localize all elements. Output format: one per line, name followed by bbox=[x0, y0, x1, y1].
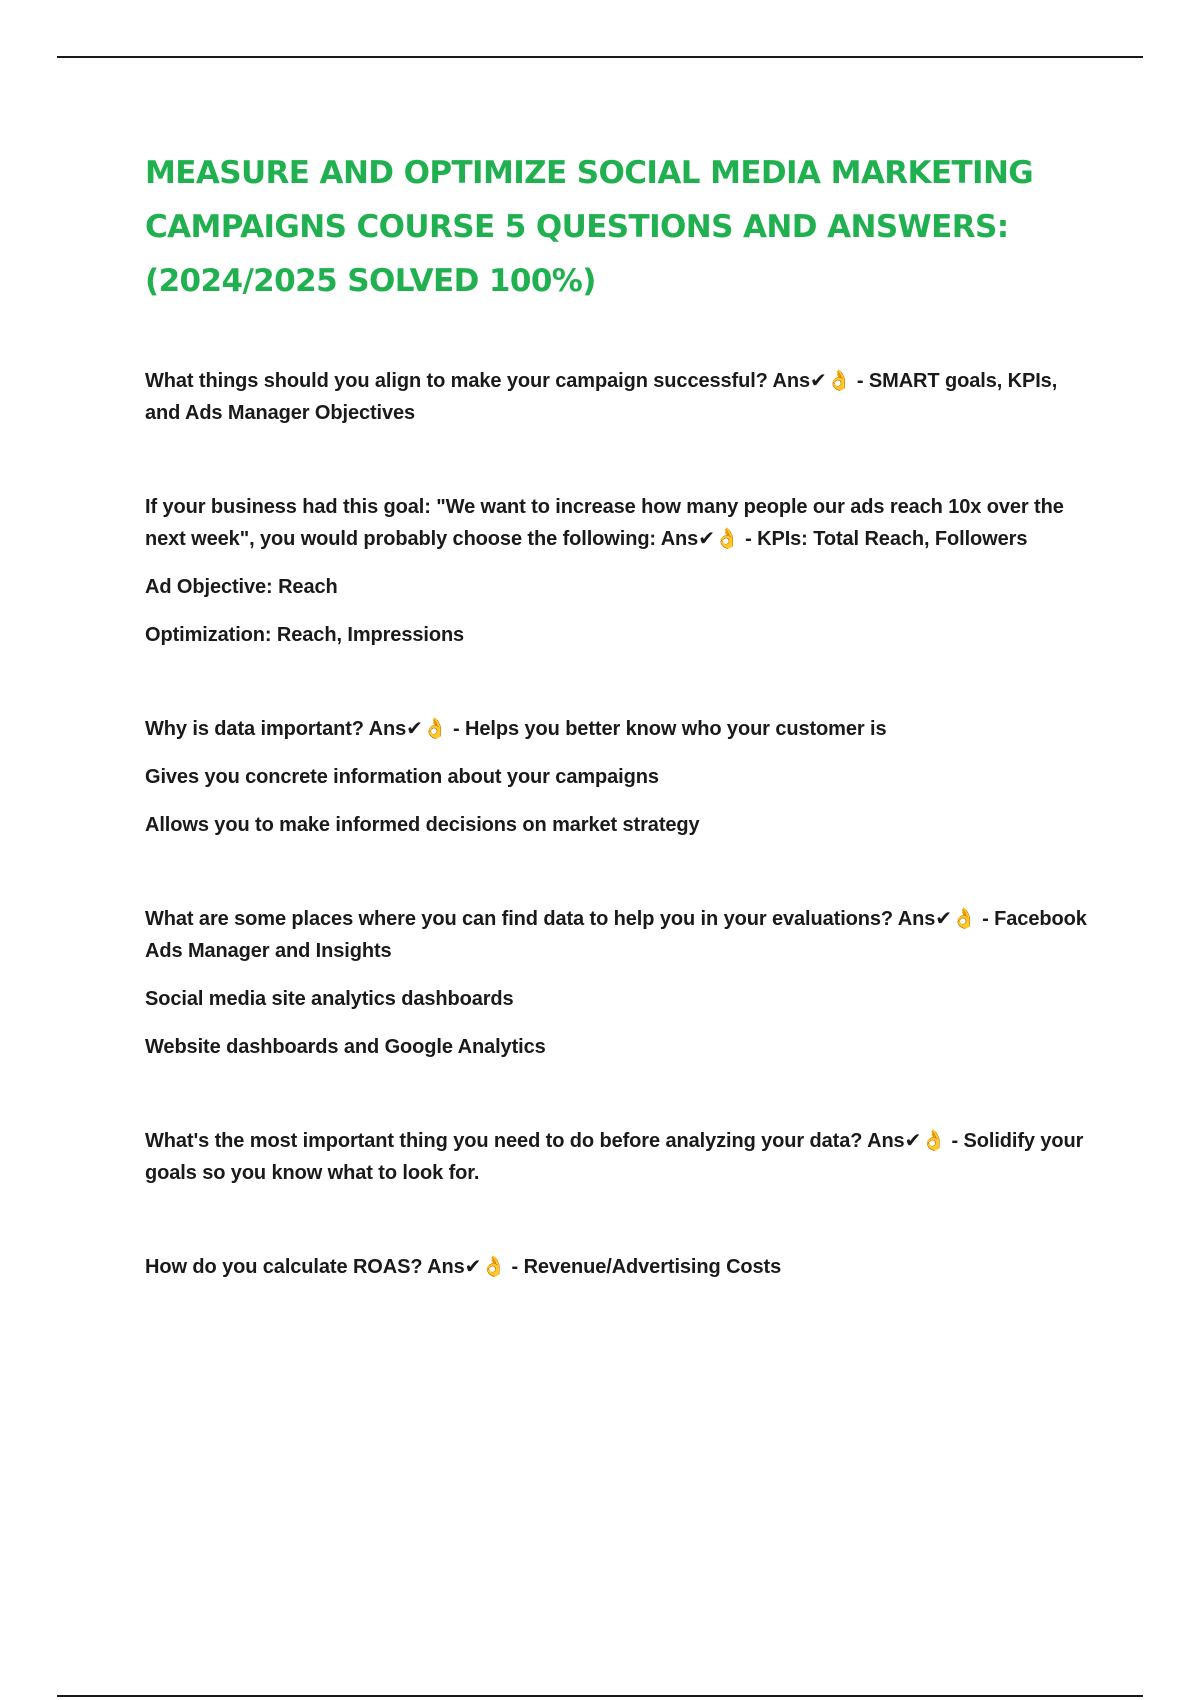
qa-paragraph: Why is data important? Ans✔👌 - Helps you better know who your customer is bbox=[145, 718, 887, 740]
qa-paragraph: What things should you align to make your campaign successful? Ans✔👌 - SMART goals, KPIs, and Ads Manager Objectives bbox=[145, 370, 1058, 424]
qa-paragraph: What's the most important thing you need to do before analyzing your data? Ans✔👌 - Solidify your goals so you know what to look for. bbox=[145, 1130, 1084, 1184]
qa-item bbox=[145, 1251, 1090, 1283]
document-body bbox=[145, 146, 1090, 1345]
footer-rule bbox=[57, 1695, 1143, 1697]
title-line: MEASURE AND OPTIMIZE SOCIAL MEDIA MARKETING bbox=[145, 155, 1034, 191]
qa-paragraph: What are some places where you can find data to help you in your evaluations? Ans✔👌 - Facebook Ads Manager and Insights bbox=[145, 908, 1087, 962]
header-rule bbox=[57, 56, 1143, 58]
document-title bbox=[145, 146, 1090, 308]
qa-item bbox=[145, 903, 1090, 1063]
qa-paragraph: Ad Objective: Reach bbox=[145, 576, 338, 598]
qa-paragraph: Website dashboards and Google Analytics bbox=[145, 1036, 546, 1058]
title-line: CAMPAIGNS COURSE 5 QUESTIONS AND ANSWERS: bbox=[145, 209, 1009, 245]
qa-paragraph: Gives you concrete information about your campaigns bbox=[145, 766, 659, 788]
qa-item bbox=[145, 365, 1090, 429]
qa-paragraph: How do you calculate ROAS? Ans✔👌 - Revenue/Advertising Costs bbox=[145, 1256, 782, 1278]
qa-paragraph: Optimization: Reach, Impressions bbox=[145, 624, 465, 646]
qa-paragraph: Social media site analytics dashboards bbox=[145, 988, 514, 1010]
qa-item bbox=[145, 713, 1090, 841]
qa-paragraph: If your business had this goal: "We want to increase how many people our ads reach 10x over the next week", you would probably choose the following: Ans✔👌 - KPIs: Total Reach, Followers bbox=[145, 496, 1064, 550]
qa-paragraph: Allows you to make informed decisions on market strategy bbox=[145, 814, 700, 836]
title-line: (2024/2025 SOLVED 100%) bbox=[145, 263, 596, 299]
qa-list bbox=[145, 365, 1090, 1283]
qa-item bbox=[145, 1125, 1090, 1189]
qa-item bbox=[145, 491, 1090, 651]
